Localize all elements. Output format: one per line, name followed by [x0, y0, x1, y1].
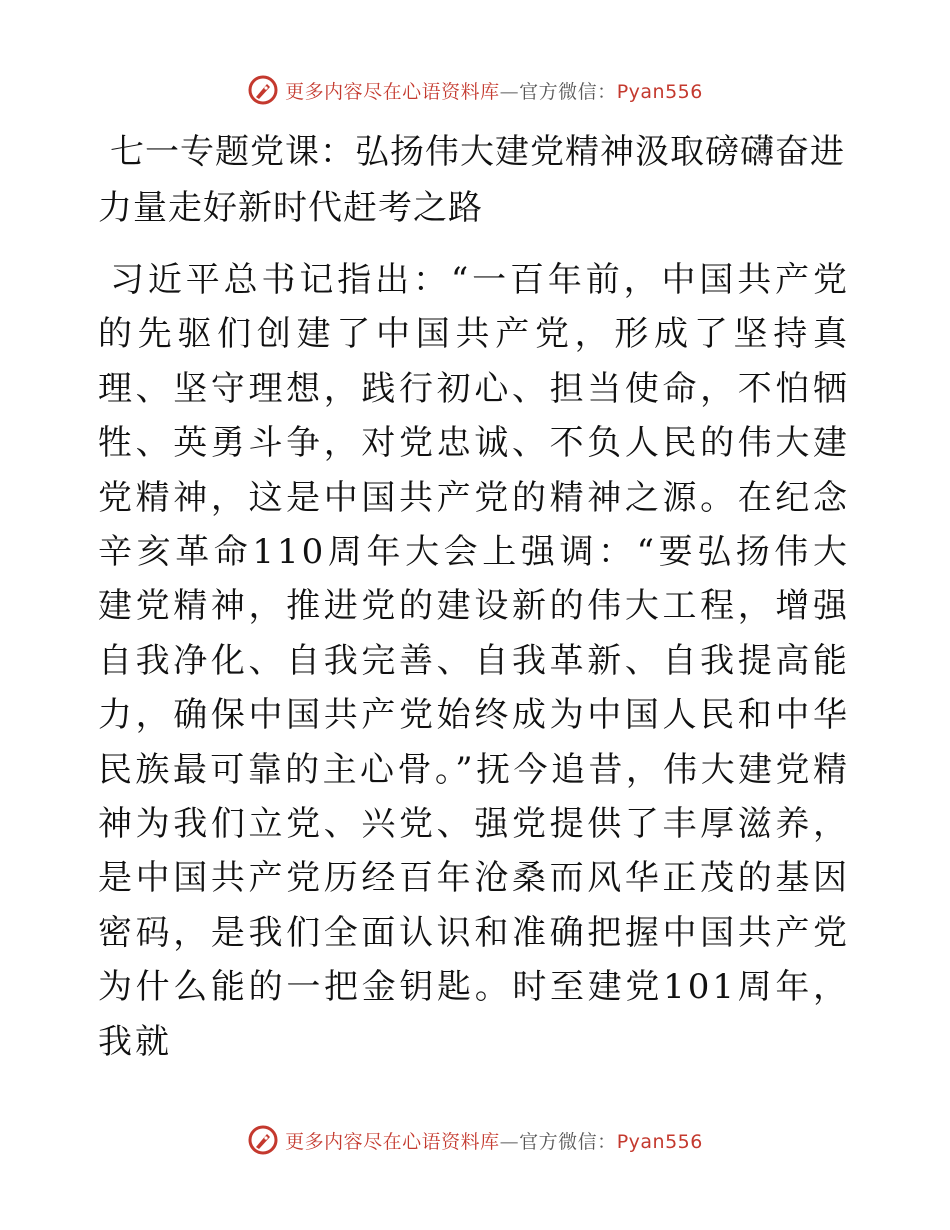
pen-nib-circle-icon: [247, 74, 279, 106]
document-title: 七一专题党课：弘扬伟大建党精神汲取磅礴奋进力量走好新时代赶考之路: [98, 132, 845, 228]
watermark-main: 更多内容尽在心语资料库: [285, 80, 500, 103]
pen-nib-circle-icon: [247, 1124, 279, 1156]
watermark-text: [285, 1127, 703, 1154]
watermark-main: 更多内容尽在心语资料库: [285, 1130, 500, 1153]
watermark-wechat-id: Pyan556: [616, 1130, 703, 1153]
header-watermark: [0, 70, 950, 110]
watermark-wechat-id: Pyan556: [616, 80, 703, 103]
watermark-wechat-label: 官方微信：: [519, 1130, 617, 1153]
watermark-separator: —: [499, 80, 520, 103]
watermark-wechat-label: 官方微信：: [519, 80, 617, 103]
watermark-separator: —: [499, 1130, 520, 1153]
footer-watermark: [0, 1120, 950, 1160]
document-paragraph: 习近平总书记指出：“一百年前，中国共产党的先驱们创建了中国共产党，形成了坚持真理、坚守理想，践行初心、担当使命，不怕牺牲、英勇斗争，对党忠诚、不负人民的伟大建党精神，这是中国共产党的精神之源。在纪念辛亥革命110周年大会上强调：“要弘扬伟大建党精神，推进党的建设新的伟大工程，增强自我净化、自我完善、自我革新、自我提高能力，确保中国共产党始终成为中国人民和中华民族最可靠的主心骨。”抚今追昔，伟大建党精神为我们立党、兴党、强党提供了丰厚滋养，是中国共产党历经百年沧桑而风华正茂的基因密码，是我们全面认识和准确把握中国共产党为什么能的一把金钥匙。时至建党101周年，我就: [98, 260, 850, 1062]
watermark-text: [285, 77, 703, 104]
